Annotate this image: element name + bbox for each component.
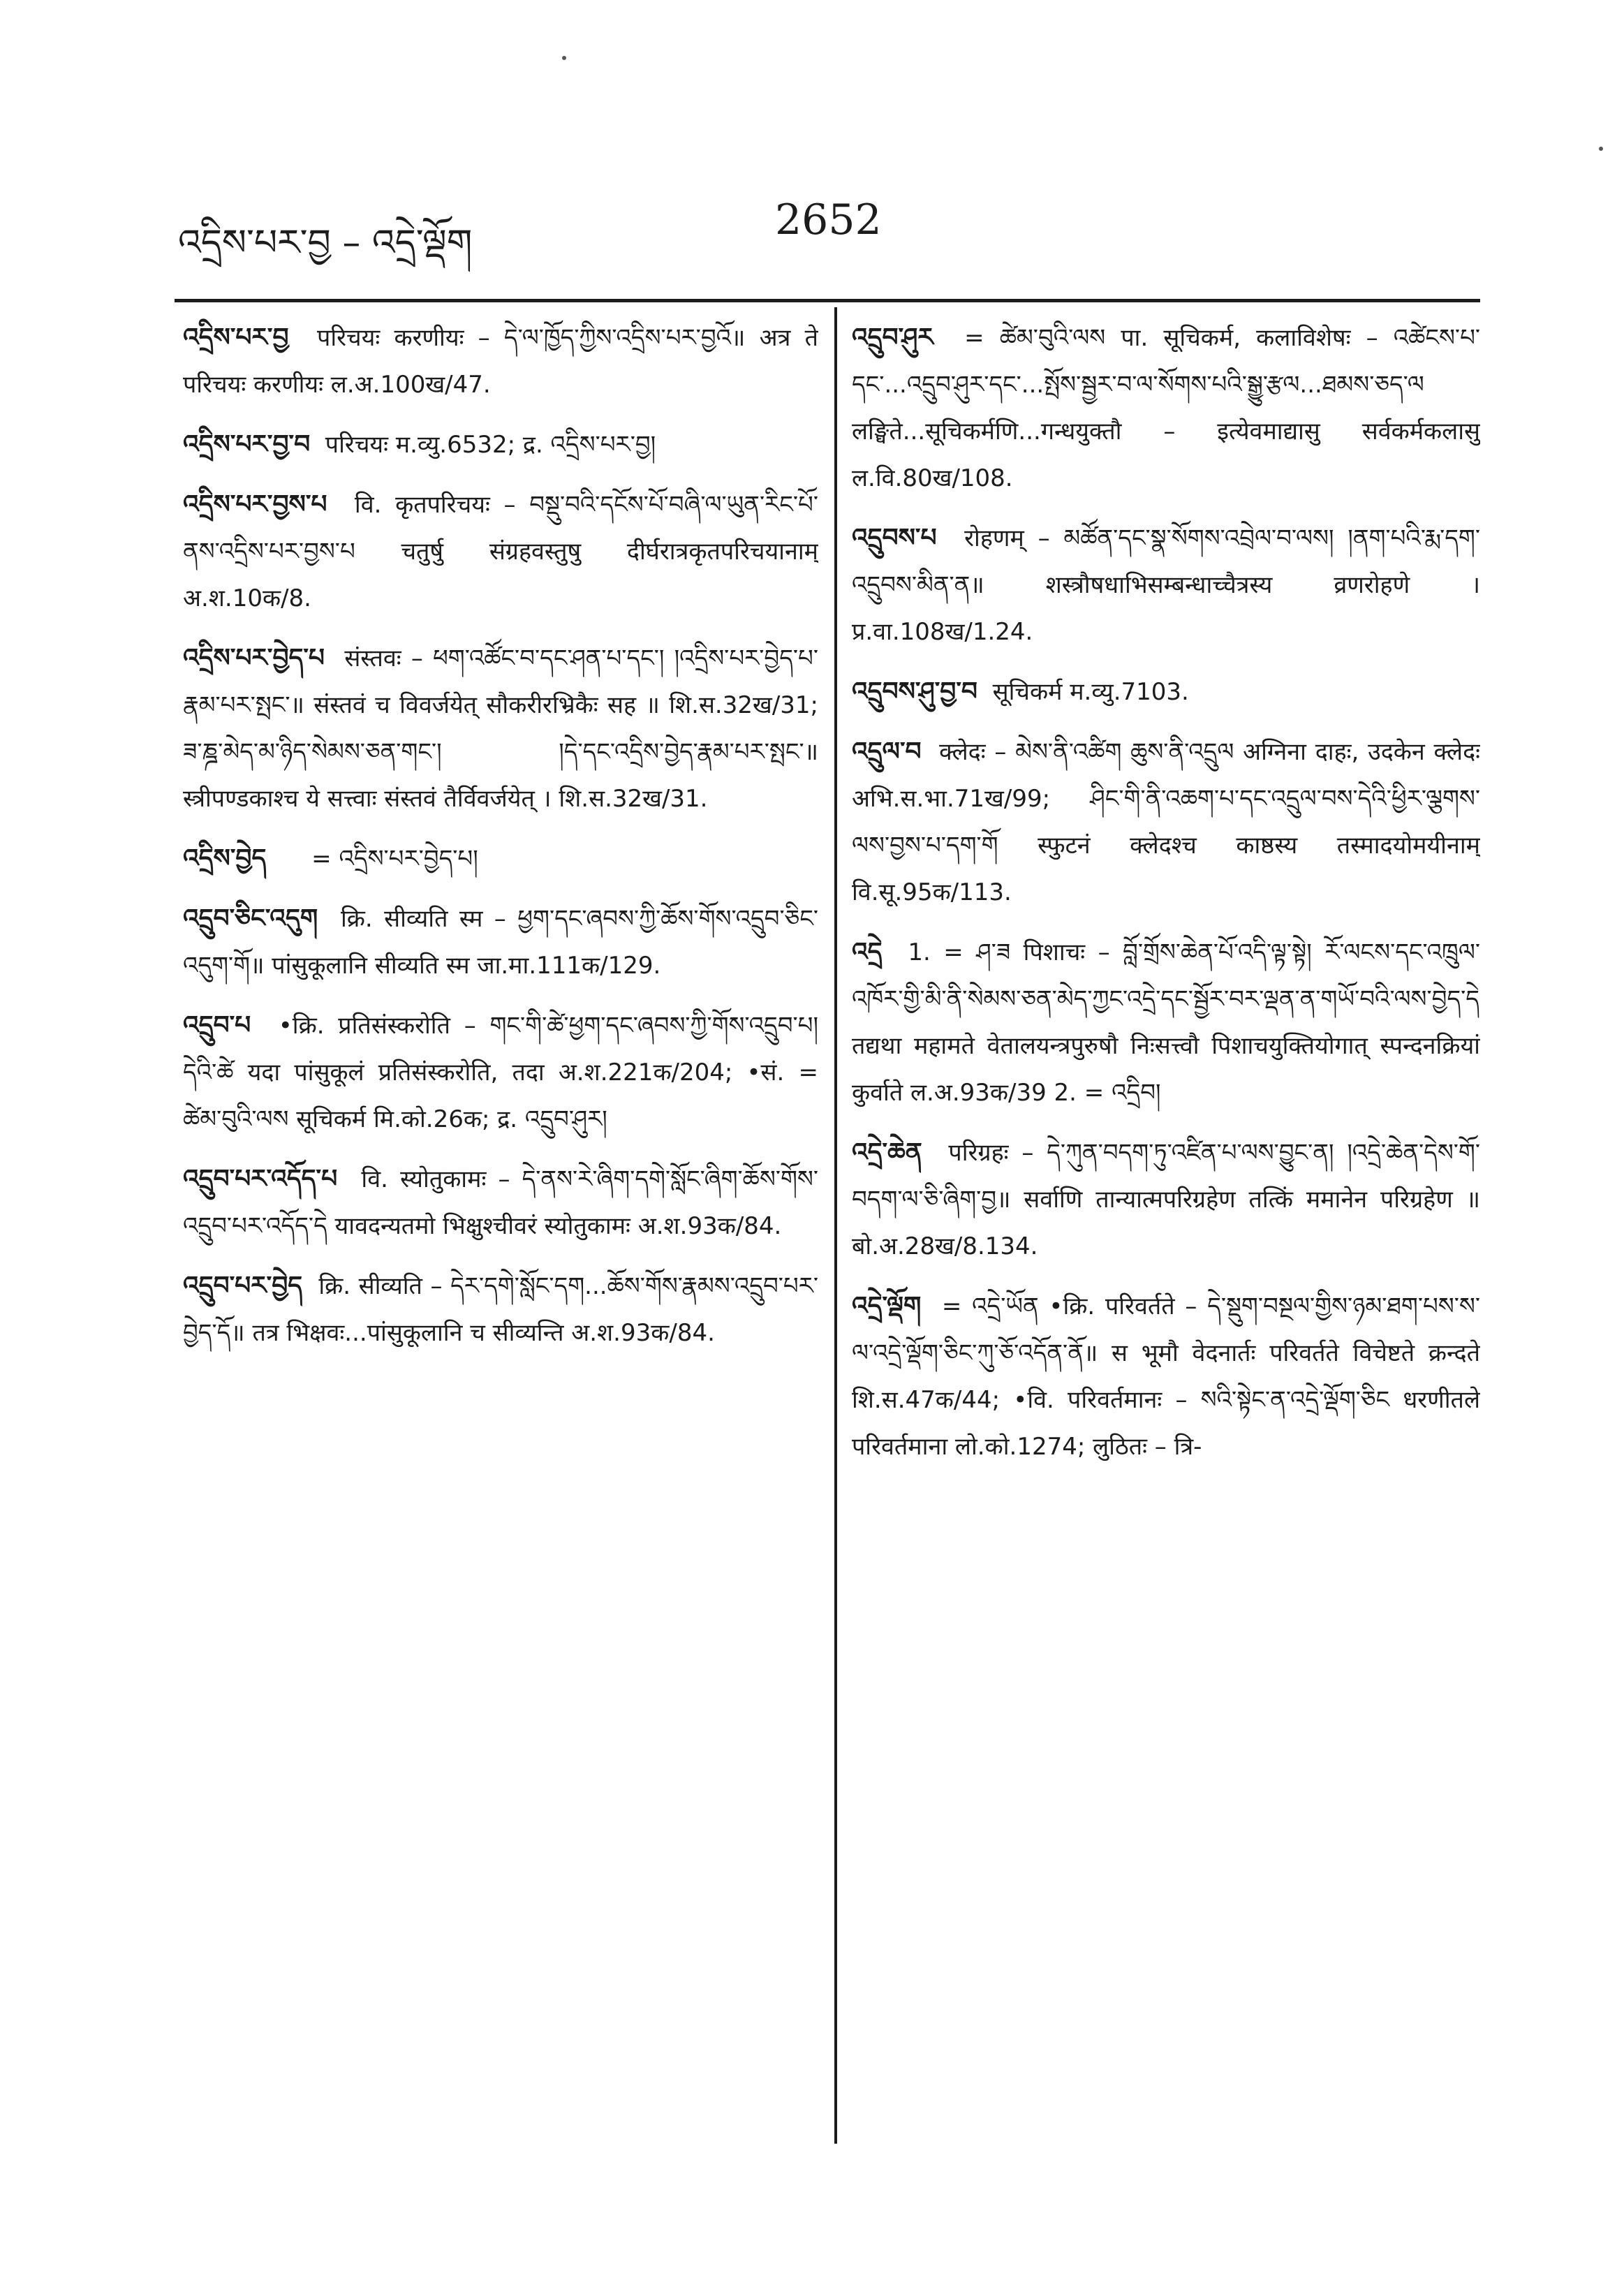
entry-headword: འདྲིས་བྱེད bbox=[183, 844, 267, 873]
entry-headword: འདྲུལ་བ bbox=[852, 737, 922, 766]
page-number: 2652 bbox=[775, 196, 882, 244]
entry-headword: འདྲིས་པར་བྱེད་པ bbox=[183, 644, 325, 672]
entry-headword: འདྲིས་པར་བྱ bbox=[183, 323, 289, 352]
dictionary-entry bbox=[183, 481, 818, 622]
entry-text: = ཚེམ་བུའི་ལས पा. सूचिकर्म, कलाविशेषः – འཚེངས་པ་དང་...འདྲུབ་ཤུར་དང་...སྤོས་སྦྱར་བ་ལ་སོགས་པའི་སྒྱུ་རྩལ...ཐམས་ཅད་ལ लङ्घिते...सूचिकर्मणि...गन्धयुक्तौ – इत्येवमाद्यासु सर्वकर्मकलासु ल.वि.80ख/108. bbox=[852, 324, 1480, 492]
entry-headword: འདྲུབས་པ bbox=[852, 524, 937, 552]
dictionary-entry bbox=[183, 895, 818, 989]
dictionary-entry bbox=[183, 635, 818, 823]
dictionary-entry bbox=[183, 421, 818, 469]
entry-headword: འདྲུབ་ཅིང་འདུག bbox=[183, 904, 318, 933]
dictionary-entry bbox=[183, 1156, 818, 1250]
scan-speck bbox=[1599, 147, 1603, 151]
entry-text: वि. कृतपरिचयः – བསྡུ་བའི་དངོས་པོ་བཞི་ལ་ཡུན་རིང་པོ་ནས་འདྲིས་པར་བྱས་པ चतुर्षु संग्रहवस्तुषु दीर्घरात्रकृतपरिचयानाम् अ.श.10क/8. bbox=[183, 491, 818, 612]
dictionary-entry bbox=[183, 835, 818, 883]
column-divider bbox=[834, 307, 837, 2144]
entry-headword: འདྲུབས་ཤུ་བྱ་བ bbox=[852, 677, 977, 706]
dictionary-entry bbox=[852, 929, 1480, 1117]
entry-headword: འདྲེ་ཆེན bbox=[852, 1138, 922, 1167]
entry-headword: འདྲུབ་པར་འདོད་པ bbox=[183, 1165, 338, 1193]
right-column bbox=[852, 314, 1480, 1483]
entry-text: रोहणम् – མཚོན་དང་སྣ་སོགས་འབྲེལ་བ་ལས། །ནག་པའི་རྨ་དག་འདྲུབས་མིན་ན॥ शस्त्रौषधाभिसम्बन्धाच्चैत्रस्य व्रणरोहणे । प्र.वा.108ख/1.24. bbox=[852, 524, 1480, 646]
entry-headword: འདྲིས་པར་བྱས་པ bbox=[183, 490, 327, 519]
dictionary-entry bbox=[852, 668, 1480, 716]
entry-text: सूचिकर्म म.व्यु.7103. bbox=[992, 678, 1189, 706]
dictionary-entry bbox=[852, 728, 1480, 916]
entry-text: क्रि. सीव्यति – དེར་དགེ་སློང་དག...ཆོས་གོས་རྣམས་འདྲུབ་པར་བྱེད་དོ॥ तत्र भिक्षवः...पांसुकूलानि च सीव्यन्ति अ.श.93क/84. bbox=[183, 1272, 818, 1347]
dictionary-entry bbox=[183, 1262, 818, 1357]
running-head: འདྲིས་པར་བྱ – འདྲེ་ལྡོག bbox=[178, 222, 473, 264]
dictionary-entry bbox=[852, 515, 1480, 656]
entry-headword: འདྲེ bbox=[852, 938, 883, 966]
entry-text: 1. = ཤ་ཟ पिशाचः – བློ་གྲོས་ཆེན་པོ་འདི་ལྟ་སྟེ། རོ་ལངས་དང་འཁྲུལ་འཁོར་གྱི་མི་ནི་སེམས་ཅན་མེད་ཀྱང་འདྲེ་དང་སྦྱོར་བར་ལྡན་ན་གཡོ་བའི་ལས་བྱེད་དེ तद्यथा महामते वेतालयन्त्रपुरुषौ निःसत्त्वौ पिशाचयुक्तियोगात् स्पन्दनक्रियां कुर्वाते ल.अ.93क/39 2. = འདྲིབ། bbox=[852, 938, 1480, 1107]
header-rule bbox=[175, 299, 1480, 302]
entry-text: परिचयः करणीयः – དེ་ལ་ཁྱོད་ཀྱིས་འདྲིས་པར་བྱའོ॥ अत्र ते परिचयः करणीयः ल.अ.100ख/47. bbox=[183, 324, 818, 399]
dictionary-entry bbox=[852, 1129, 1480, 1270]
entry-text: = འདྲིས་པར་བྱེད་པ། bbox=[311, 845, 478, 873]
entry-headword: འདྲུབ་པ bbox=[183, 1011, 251, 1040]
left-column bbox=[183, 314, 818, 1369]
entry-headword: འདྲིས་པར་བྱ་བ bbox=[183, 430, 311, 459]
entry-text: परिग्रहः – དེ་ཀུན་བདག་ཏུ་འཛིན་པ་ལས་བྱུང་ན། །འདྲེ་ཆེན་དེས་གོ་བདག་ལ་ཅི་ཞིག་བྱ॥ सर्वाणि तान्यात्मपरिग्रहेण तत्किं ममानेन परिग्रहेण ॥ बो.अ.28ख/8.134. bbox=[852, 1139, 1480, 1260]
dictionary-entry bbox=[183, 1002, 818, 1143]
entry-text: संस्तवः – ཕག་འཚོང་བ་དང་ཤན་པ་དང་། །འདྲིས་པར་བྱེད་པ་རྣམ་པར་སྤང་॥ संस्तवं च विवर्जयेत् सौकरीरभ्रिकैः सह ॥ शि.स.32ख/31; ཟ་ཎྜ་མེད་མ་ཉིད་སེམས་ཅན་གང་། །དེ་དང་འདྲིས་བྱེད་རྣམ་པར་སྤང་॥ स्त्रीपण्डकाश्च ये सत्त्वाः संस्तवं तैर्विवर्जयेत् । शि.स.32ख/31. bbox=[183, 644, 818, 813]
entry-text: क्रि. सीव्यति स्म – ཕྱག་དང་ཞབས་ཀྱི་ཆོས་གོས་འདྲུབ་ཅིང་འདུག་གོ॥ पांसुकूलानि सीव्यति स्म जा.मा.111क/129. bbox=[183, 905, 818, 980]
entry-text: वि. स्योतुकामः – དེ་ནས་རེ་ཞིག་དགེ་སློང་ཞིག་ཆོས་གོས་འདྲུབ་པར་འདོད་དེ यावदन्यतमो भिक्षुश्चीवरं स्योतुकामः अ.श.93क/84. bbox=[183, 1165, 818, 1240]
entry-headword: འདྲུབ་པར་བྱེད bbox=[183, 1272, 303, 1300]
entry-text: •क्रि. प्रतिसंस्करोति – གང་གི་ཚེ་ཕྱག་དང་ཞབས་ཀྱི་གོས་འདྲུབ་པ། དེའི་ཚེ यदा पांसुकूलं प्रतिसंस्करोति, तदा अ.श.221क/204; •सं. = ཚེམ་བུའི་ལས सूचिकर्म मि.को.26क; द्र. འདྲུབ་ཤུར། bbox=[183, 1012, 818, 1133]
dictionary-entry bbox=[852, 1283, 1480, 1471]
entry-text: = འདྲེ་ཡོན •क्रि. परिवर्तते – དེ་སྡུག་བསྔལ་གྱིས་ཉམ་ཐག་པས་ས་ལ་འདྲེ་ལྡོག་ཅིང་ཀུ་ཅོ་འདོན་ནོ॥ स भूमौ वेदनार्तः परिवर्तते विचेष्टते क्रन्दते शि.स.47क/44; •वि. परिवर्तमानः – སའི་སྟེང་ན་འདྲེ་ལྡོག་ཅིང धरणीतले परिवर्तमाना लो.को.1274; लुठितः – त्रि- bbox=[852, 1292, 1480, 1461]
entry-headword: འདྲེ་ལྡོག bbox=[852, 1292, 922, 1320]
entry-text: क्लेदः – མེས་ནི་འཚིག ཆུས་ནི་འདྲུལ अग्निना दाहः, उदकेन क्लेदः अभि.स.भा.71ख/99; ཤིང་གི་ནི་འཆག་པ་དང་འདྲུལ་བས་དེའི་ཕྱིར་ལྕགས་ལས་བྱས་པ་དག་གོ स्फुटनं क्लेदश्च काष्ठस्य तस्मादयोमयीनाम् वि.सू.95क/113. bbox=[852, 738, 1480, 906]
entry-text: परिचयः म.व्यु.6532; द्र. འདྲིས་པར་བྱ། bbox=[325, 431, 656, 459]
entry-headword: འདྲུབ་ཤུར bbox=[852, 323, 933, 352]
scan-speck bbox=[562, 56, 566, 60]
page-header bbox=[0, 196, 1624, 265]
dictionary-entry bbox=[183, 314, 818, 408]
dictionary-entry bbox=[852, 314, 1480, 502]
